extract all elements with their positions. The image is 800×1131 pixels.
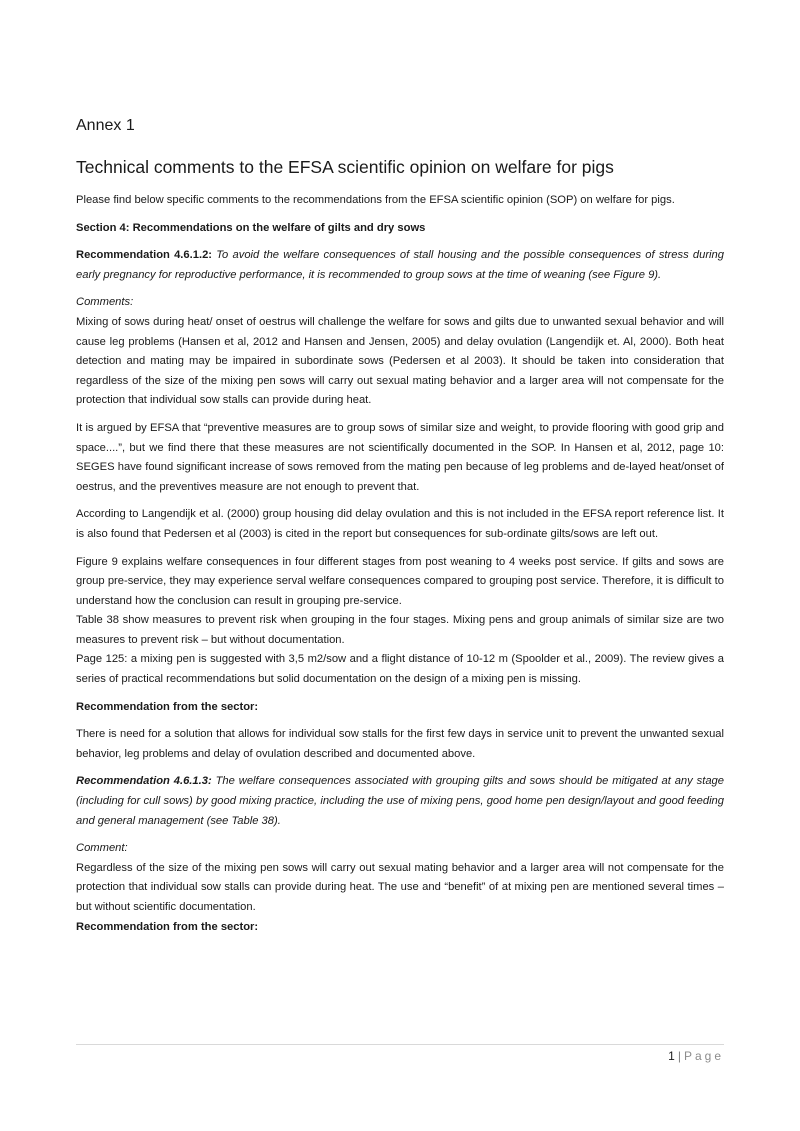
document-title: Technical comments to the EFSA scientific opinion on welfare for pigs xyxy=(76,157,614,177)
footer-divider xyxy=(76,1044,724,1045)
recommendation-4-6-1-2 xyxy=(76,246,724,285)
annex-heading: Annex 1 xyxy=(76,117,135,134)
sector-recommendation-heading-2: Recommendation from the sector: xyxy=(76,920,259,933)
sector-recommendation-heading: Recommendation from the sector: xyxy=(76,700,259,713)
comments-paragraph-3: According to Langendijk et al. (2000) group housing did delay ovulation and this is not included in the EFSA report reference list. It is also found that Pedersen et al (2003) is cited in the report but consequences for sub-ordinate gilts/sows are left out. xyxy=(76,508,724,540)
footer-separator: | xyxy=(677,1049,681,1063)
comments-paragraph-4c: Page 125: a mixing pen is suggested with 3,5 m2/sow and a flight distance of 10-12 m (Spoolder et al., 2009). The review gives a series of practical recommendations but solid documentation on the design of a mixing pen is missing. xyxy=(76,653,724,686)
page-label: Page xyxy=(683,1049,724,1063)
intro-paragraph: Please find below specific comments to the recommendations from the EFSA scientific opinion (SOP) on welfare for pigs. xyxy=(76,194,675,206)
comments-label: Comments: xyxy=(76,296,134,309)
section-heading: Section 4: Recommendations on the welfare of gilts and dry sows xyxy=(76,221,426,234)
recommendation-4-6-1-3 xyxy=(76,772,724,831)
recommendation-label: Recommendation 4.6.1.3: xyxy=(76,775,212,788)
page-footer xyxy=(668,1048,724,1064)
comments-paragraph-1: Mixing of sows during heat/ onset of oestrus will challenge the welfare for sows and gilts due to unwanted sexual behavior and will cause leg problems (Hansen et al, 2012 and Hansen and Jensen, 2005) and delay ovulation (Langendijk et. Al, 2000). Both heat detection and mating may be impaired in subordinate sows (Pedersen et al 2003). It should be taken into consideration that regardless of the size of the mixing pen sows will carry out sexual mating behavior and a larger area will not compensate for the protection that individual sow stalls can provide during heat. xyxy=(76,315,724,407)
page-number: 1 xyxy=(668,1049,675,1063)
comment-label: Comment: xyxy=(76,842,128,855)
comments-paragraph-2: It is argued by EFSA that “preventive measures are to group sows of similar size and weight, to provide flooring with good grip and space....”, but we find there that these measures are not scientifically documented in the SOP. In Hansen et al, 2012, page 10: SEGES have found significant increase of sows removed from the mating pen because of leg problems and de-layed heat/onset of oestrus, and the preventives measure are not enough to prevent that. xyxy=(76,421,724,493)
comment-paragraph: Regardless of the size of the mixing pen sows will carry out sexual mating behavior and a larger area will not compensate for the protection that individual sow stalls can provide during heat. The use and “benefit” of at mixing pen are mentioned several times – but without scientific documentation. xyxy=(76,861,724,913)
comments-paragraph-4a: Figure 9 explains welfare consequences in four different stages from post weaning to 4 weeks post service. If gilts and sows are group pre-service, they may experience serval welfare consequences compared to grouping post service. Therefore, it is difficult to understand how the conclusion can result in grouping pre-service. xyxy=(76,555,724,607)
document-page xyxy=(76,116,724,945)
recommendation-label: Recommendation 4.6.1.2: xyxy=(76,249,213,262)
recommendation-text: The welfare consequences associated with grouping gilts and sows should be mitigated at any stage (including for cull sows) by good mixing practice, including the use of mixing pens, good home pen design/layout and good feeding and general management (see Table 38). xyxy=(76,775,724,827)
sector-recommendation-text: There is need for a solution that allows for individual sow stalls for the first few days in service unit to prevent the unwanted sexual behavior, leg problems and delay of ovulation described and documented above. xyxy=(76,728,724,760)
recommendation-text: To avoid the welfare consequences of stall housing and the possible consequences of stress during early pregnancy for reproductive performance, it is recommended to group sows at the time of weaning (see Figure 9). xyxy=(76,249,724,281)
comments-paragraph-4b: Table 38 show measures to prevent risk when grouping in the four stages. Mixing pens and group animals of similar size are two measures to prevent risk – but without documentation. xyxy=(76,614,724,646)
